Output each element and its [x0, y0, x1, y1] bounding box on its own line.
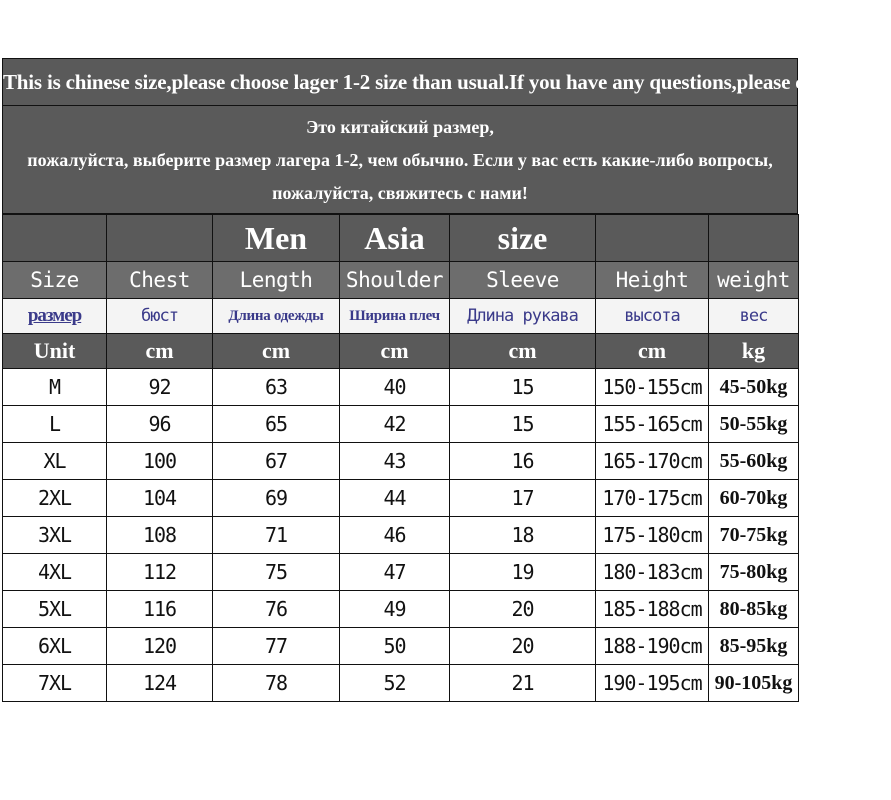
cell-length: 69: [213, 480, 340, 517]
cell-sleeve: 17: [450, 480, 596, 517]
table-row: [3, 665, 799, 702]
table-row: [3, 554, 799, 591]
notice-russian-line: пожалуйста, выберите размер лагера 1-2, чем обычно. Если у вас есть какие-либо вопросы,: [27, 150, 773, 170]
header-ru-size: размер: [3, 299, 107, 334]
cell-height: 155-165cm: [596, 406, 709, 443]
cell-shoulder: 44: [340, 480, 450, 517]
cell-size: L: [3, 406, 107, 443]
cell-size: 5XL: [3, 591, 107, 628]
unit-sleeve: cm: [450, 334, 596, 369]
notice-english: This is chinese size,please choose lager 1-2 size than usual.If you have any questions,please contact us!: [3, 59, 797, 106]
cell-length: 71: [213, 517, 340, 554]
table-row: [3, 480, 799, 517]
cell-height: 185-188cm: [596, 591, 709, 628]
cell-size: M: [3, 369, 107, 406]
header-height: Height: [596, 262, 709, 299]
table-row: [3, 443, 799, 480]
header-sleeve: Sleeve: [450, 262, 596, 299]
cell-shoulder: 52: [340, 665, 450, 702]
cell-chest: 108: [107, 517, 213, 554]
cell-chest: 100: [107, 443, 213, 480]
cell-height: 188-190cm: [596, 628, 709, 665]
cell-size: 6XL: [3, 628, 107, 665]
unit-height: cm: [596, 334, 709, 369]
cell-weight: 55-60kg: [709, 443, 799, 480]
cell-sleeve: 20: [450, 628, 596, 665]
unit-row: [3, 334, 799, 369]
cell-shoulder: 40: [340, 369, 450, 406]
table-row: [3, 406, 799, 443]
cell-height: 180-183cm: [596, 554, 709, 591]
cell-height: 190-195cm: [596, 665, 709, 702]
cell-shoulder: 49: [340, 591, 450, 628]
title-cell-empty: [107, 215, 213, 262]
cell-length: 77: [213, 628, 340, 665]
unit-shoulder: cm: [340, 334, 450, 369]
table-row: [3, 517, 799, 554]
header-size: Size: [3, 262, 107, 299]
table-row: [3, 628, 799, 665]
cell-size: 3XL: [3, 517, 107, 554]
cell-length: 75: [213, 554, 340, 591]
size-chart: [2, 58, 891, 702]
header-weight: weight: [709, 262, 799, 299]
notice-russian-line: пожалуйста, свяжитесь с нами!: [272, 183, 528, 203]
cell-size: 2XL: [3, 480, 107, 517]
cell-sleeve: 19: [450, 554, 596, 591]
cell-weight: 90-105kg: [709, 665, 799, 702]
header-ru-shoulder: Ширина плеч: [340, 299, 450, 334]
cell-weight: 45-50kg: [709, 369, 799, 406]
header-ru-length: Длина одежды: [213, 299, 340, 334]
cell-height: 150-155cm: [596, 369, 709, 406]
notice-banner: [2, 58, 891, 214]
cell-weight: 85-95kg: [709, 628, 799, 665]
unit-label: Unit: [3, 334, 107, 369]
header-shoulder: Shoulder: [340, 262, 450, 299]
cell-chest: 96: [107, 406, 213, 443]
cell-length: 67: [213, 443, 340, 480]
header-chest: Chest: [107, 262, 213, 299]
title-asia: Asia: [340, 215, 450, 262]
cell-height: 170-175cm: [596, 480, 709, 517]
cell-shoulder: 42: [340, 406, 450, 443]
cell-weight: 80-85kg: [709, 591, 799, 628]
cell-sleeve: 15: [450, 406, 596, 443]
title-cell-empty: [3, 215, 107, 262]
cell-height: 165-170cm: [596, 443, 709, 480]
cell-weight: 70-75kg: [709, 517, 799, 554]
unit-chest: cm: [107, 334, 213, 369]
cell-shoulder: 47: [340, 554, 450, 591]
cell-chest: 104: [107, 480, 213, 517]
header-ru-chest: бюст: [107, 299, 213, 334]
cell-weight: 60-70kg: [709, 480, 799, 517]
header-ru-weight: вес: [709, 299, 799, 334]
size-table: [2, 214, 799, 702]
cell-sleeve: 21: [450, 665, 596, 702]
unit-weight: kg: [709, 334, 799, 369]
header-ru-sleeve: Длина рукава: [450, 299, 596, 334]
cell-length: 76: [213, 591, 340, 628]
cell-sleeve: 16: [450, 443, 596, 480]
cell-shoulder: 50: [340, 628, 450, 665]
unit-length: cm: [213, 334, 340, 369]
cell-chest: 116: [107, 591, 213, 628]
header-ru-height: высота: [596, 299, 709, 334]
cell-chest: 124: [107, 665, 213, 702]
cell-weight: 75-80kg: [709, 554, 799, 591]
title-cell-empty: [709, 215, 799, 262]
header-length: Length: [213, 262, 340, 299]
cell-size: XL: [3, 443, 107, 480]
notice-russian: [3, 106, 797, 213]
cell-size: 7XL: [3, 665, 107, 702]
cell-height: 175-180cm: [596, 517, 709, 554]
cell-length: 65: [213, 406, 340, 443]
table-row: [3, 591, 799, 628]
title-row: [3, 215, 799, 262]
cell-length: 78: [213, 665, 340, 702]
cell-sleeve: 18: [450, 517, 596, 554]
cell-size: 4XL: [3, 554, 107, 591]
cell-shoulder: 46: [340, 517, 450, 554]
cell-weight: 50-55kg: [709, 406, 799, 443]
header-row-russian: [3, 299, 799, 334]
header-row-english: [3, 262, 799, 299]
cell-chest: 112: [107, 554, 213, 591]
notice-russian-line: Это китайский размер,: [306, 117, 494, 137]
cell-length: 63: [213, 369, 340, 406]
table-row: [3, 369, 799, 406]
cell-chest: 120: [107, 628, 213, 665]
title-men: Men: [213, 215, 340, 262]
title-size: size: [450, 215, 596, 262]
cell-sleeve: 15: [450, 369, 596, 406]
title-cell-empty: [596, 215, 709, 262]
cell-shoulder: 43: [340, 443, 450, 480]
cell-chest: 92: [107, 369, 213, 406]
cell-sleeve: 20: [450, 591, 596, 628]
